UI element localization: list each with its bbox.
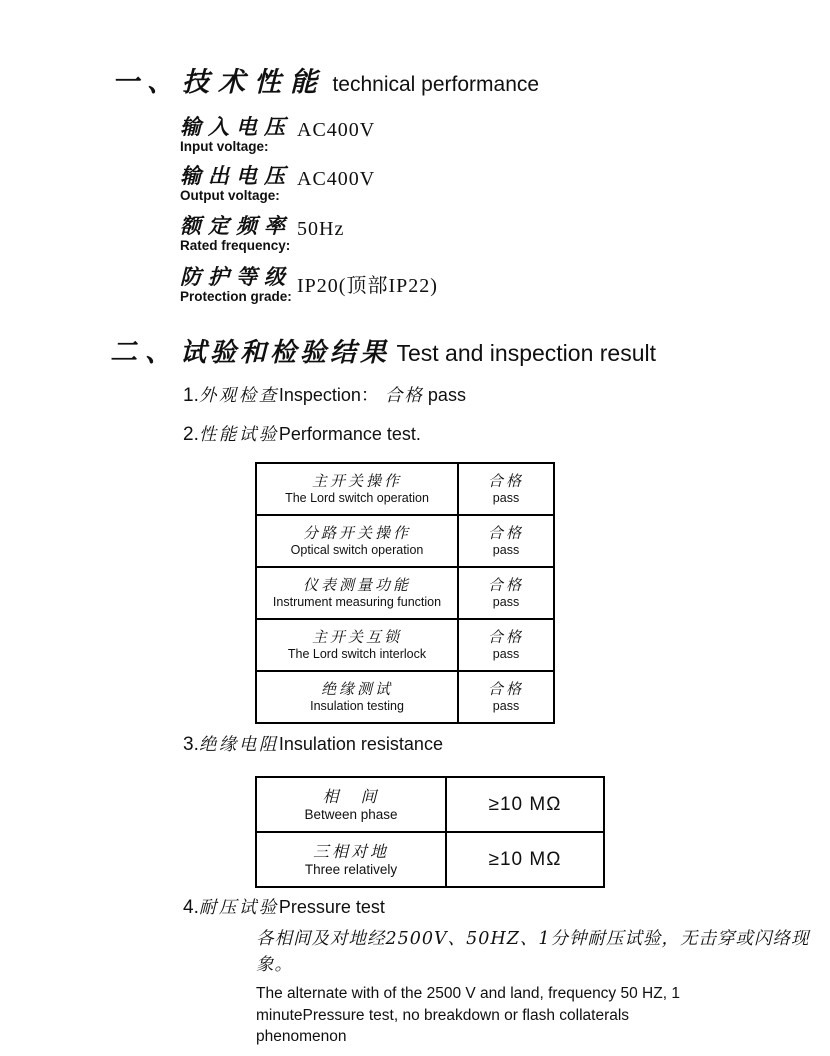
test-name-cell	[256, 463, 458, 515]
table-row	[256, 567, 554, 619]
test-result-en: pass	[492, 647, 520, 662]
performance-test-table	[255, 462, 555, 724]
spec-label-en: Input voltage:	[180, 139, 269, 155]
spec-label-en: Rated frequency:	[180, 238, 291, 254]
item-result-zh: 合格	[384, 386, 424, 406]
spec-input-voltage	[180, 116, 600, 155]
test-result-cell	[458, 515, 554, 567]
test-result-zh: 合格	[487, 472, 524, 491]
test-name-en: Instrument measuring function	[272, 595, 442, 610]
test-result-cell	[458, 619, 554, 671]
section-2-title-en: Test and inspection result	[396, 340, 657, 366]
spec-label-en: Output voltage:	[180, 188, 280, 204]
test-result-zh: 合格	[487, 524, 524, 543]
section-1-title-zh: 技术性能	[182, 67, 326, 98]
item-label-zh: 绝缘电阻	[198, 735, 279, 755]
item-label-zh: 性能试验	[198, 425, 279, 445]
measure-value-cell: ≥10 MΩ	[446, 777, 604, 832]
spec-value: AC400V	[297, 168, 376, 190]
item-label-en: Inspection：	[278, 385, 379, 405]
item-number: 4.	[183, 897, 199, 918]
measure-name-zh: 相 间	[322, 786, 380, 806]
pressure-test-note-zh: 各相间及对地经2500V、50HZ、1分钟耐压试验，无击穿或闪络现象。	[256, 929, 810, 976]
table-row	[256, 515, 554, 567]
spec-value: AC400V	[297, 119, 376, 141]
spec-rated-frequency	[180, 215, 600, 254]
section-2-title-zh: 试验和检验结果	[180, 338, 391, 368]
test-name-en: The Lord switch operation	[285, 491, 429, 506]
section-1-number: 一、	[112, 67, 182, 98]
item-number: 1.	[183, 385, 199, 406]
item-number: 3.	[183, 734, 199, 755]
pressure-test-note-en: The alternate with of the 2500 V and land, frequency 50 HZ, 1 minutePressure test, no breakdown or flash collaterals phenomenon	[256, 985, 680, 1046]
measure-value-cell: ≥10 MΩ	[446, 832, 604, 887]
test-name-en: The Lord switch interlock	[287, 647, 427, 662]
test-name-cell	[256, 619, 458, 671]
test-result-cell	[458, 671, 554, 723]
spec-label-en: Protection grade:	[180, 289, 292, 305]
test-name-zh: 仪表测量功能	[302, 576, 411, 595]
insulation-resistance-table	[255, 776, 605, 888]
test-result-en: pass	[492, 491, 520, 506]
spec-label-zh: 输入电压	[180, 114, 292, 139]
measure-name-en: Between phase	[304, 806, 398, 822]
test-name-en: Insulation testing	[310, 699, 404, 714]
test-result-en: pass	[492, 699, 520, 714]
measure-name-cell	[256, 832, 446, 887]
spec-protection-grade	[180, 266, 600, 305]
test-name-en: Optical switch operation	[290, 543, 424, 558]
item-label-en: Performance test.	[278, 424, 421, 444]
item-number: 2.	[183, 424, 199, 445]
test-name-zh: 主开关互锁	[311, 628, 402, 647]
test-result-zh: 合格	[487, 628, 524, 647]
item-performance-test	[183, 421, 421, 446]
section-2-heading	[110, 330, 656, 369]
table-row	[256, 777, 604, 832]
item-label-zh: 耐压试验	[198, 898, 279, 918]
table-row	[256, 671, 554, 723]
test-name-cell	[256, 515, 458, 567]
section-2-number: 二、	[110, 337, 180, 368]
spec-output-voltage	[180, 165, 600, 204]
item-label-zh: 外观检查	[198, 386, 279, 406]
section-1-title-en: technical performance	[332, 73, 540, 96]
test-result-cell	[458, 463, 554, 515]
measure-name-cell	[256, 777, 446, 832]
test-result-zh: 合格	[487, 680, 524, 699]
test-name-cell	[256, 671, 458, 723]
test-name-cell	[256, 567, 458, 619]
item-label-en: Pressure test	[278, 897, 385, 917]
spec-label-zh: 额定频率	[180, 213, 292, 238]
measure-name-en: Three relatively	[304, 861, 398, 877]
spec-value: IP20(顶部IP22)	[297, 275, 438, 297]
test-result-en: pass	[492, 543, 520, 558]
table-row	[256, 619, 554, 671]
item-result-en: pass	[427, 385, 466, 405]
spec-label-zh: 输出电压	[180, 163, 292, 188]
test-result-cell	[458, 567, 554, 619]
table-row	[256, 832, 604, 887]
spec-label-zh: 防护等级	[180, 264, 292, 289]
test-name-zh: 绝缘测试	[320, 680, 393, 699]
test-result-en: pass	[492, 595, 520, 610]
item-label-en: Insulation resistance	[278, 734, 443, 754]
section-1-heading	[112, 60, 539, 99]
test-name-zh: 分路开关操作	[302, 524, 411, 543]
item-insulation-resistance	[183, 731, 443, 756]
item-pressure-test	[183, 894, 385, 919]
item-inspection	[183, 381, 466, 407]
test-result-zh: 合格	[487, 576, 524, 595]
test-name-zh: 主开关操作	[311, 472, 402, 491]
spec-value: 50Hz	[297, 218, 345, 240]
table-row	[256, 463, 554, 515]
measure-name-zh: 三相对地	[312, 841, 389, 861]
